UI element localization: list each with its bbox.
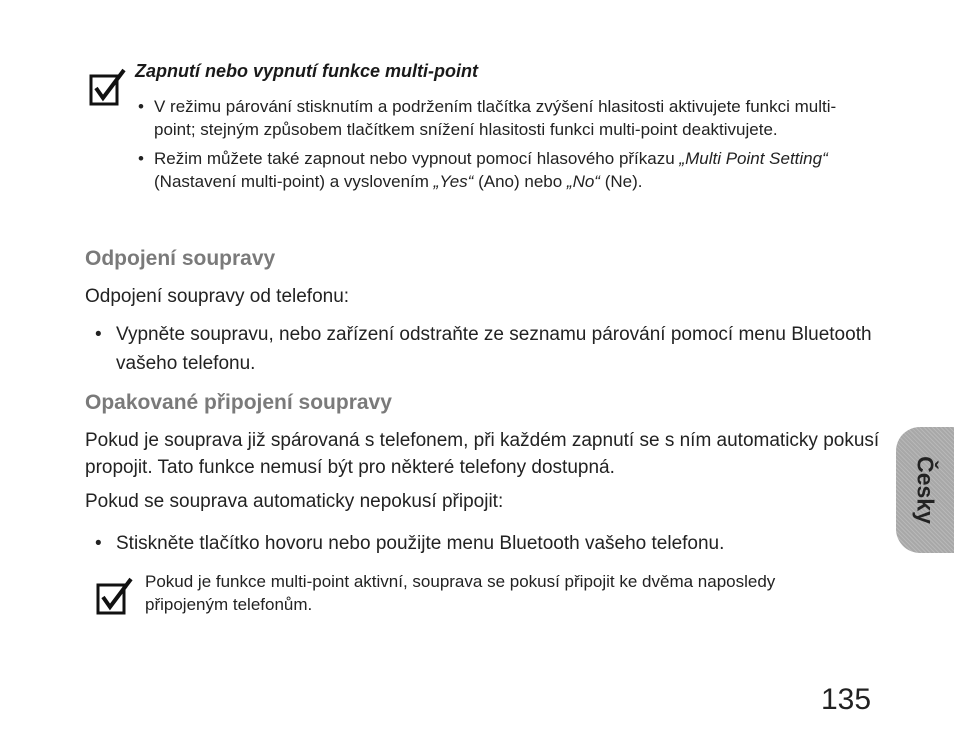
checkbox-check-icon [89, 68, 127, 106]
note-list [136, 95, 856, 199]
paragraph: Pokud se souprava automaticky nepokusí připojit: [85, 491, 504, 512]
bullet: • [138, 97, 144, 116]
bullet: • [95, 324, 102, 345]
note-item-text: Režim můžete také zapnout nebo vypnout pomocí hlasového příkazu [154, 149, 680, 168]
note-item-text: (Nastavení multi-point) a vyslovením [154, 172, 434, 191]
note-item-text: (Ano) nebo [473, 172, 567, 191]
note-item-text: V režimu párování stisknutím a podržením tlačítka zvýšení hlasitosti aktivujete funkci multi-point; stejným způsobem tlačítkem snížení hlasitosti funkci multi-point deaktivujete. [154, 97, 837, 139]
note-title: Zapnutí nebo vypnutí funkce multi-point [135, 61, 478, 81]
language-tab [896, 427, 954, 553]
section-heading-reconnect: Opakované připojení soupravy [85, 391, 392, 414]
bullet-text: Vypněte soupravu, nebo zařízení odstraňte ze seznamu párování pomocí menu Bluetooth vašeho telefonu. [116, 324, 872, 374]
paragraph: Pokud je souprava již spárovaná s telefonem, při každém zapnutí se s ním automaticky pokusí propojit. Tato funkce nemusí být pro některé telefony dostupná. [85, 430, 880, 478]
note-list-item [136, 95, 856, 141]
page-number: 135 [821, 683, 872, 716]
language-tab-label: Česky [912, 456, 939, 524]
voice-command-no: „No“ [566, 172, 600, 191]
checkbox-check-icon [96, 577, 134, 615]
bullet-item [95, 320, 876, 378]
note-item-text: (Ne). [599, 172, 643, 191]
bullet-item [95, 529, 876, 558]
bullet: • [138, 149, 144, 168]
paragraph: Odpojení soupravy od telefonu: [85, 286, 350, 307]
bullet-text: Stiskněte tlačítko hovoru nebo použijte menu Bluetooth vašeho telefonu. [116, 533, 725, 554]
voice-command-multi-point-setting: „Multi Point Setting“ [679, 149, 828, 168]
voice-command-yes: „Yes“ [433, 172, 474, 191]
section-heading-disconnect: Odpojení soupravy [85, 247, 276, 270]
note-text: Pokud je funkce multi-point aktivní, souprava se pokusí připojit ke dvěma naposledy připojeným telefonům. [145, 572, 776, 614]
note-list-item [136, 147, 856, 193]
bullet: • [95, 533, 102, 554]
